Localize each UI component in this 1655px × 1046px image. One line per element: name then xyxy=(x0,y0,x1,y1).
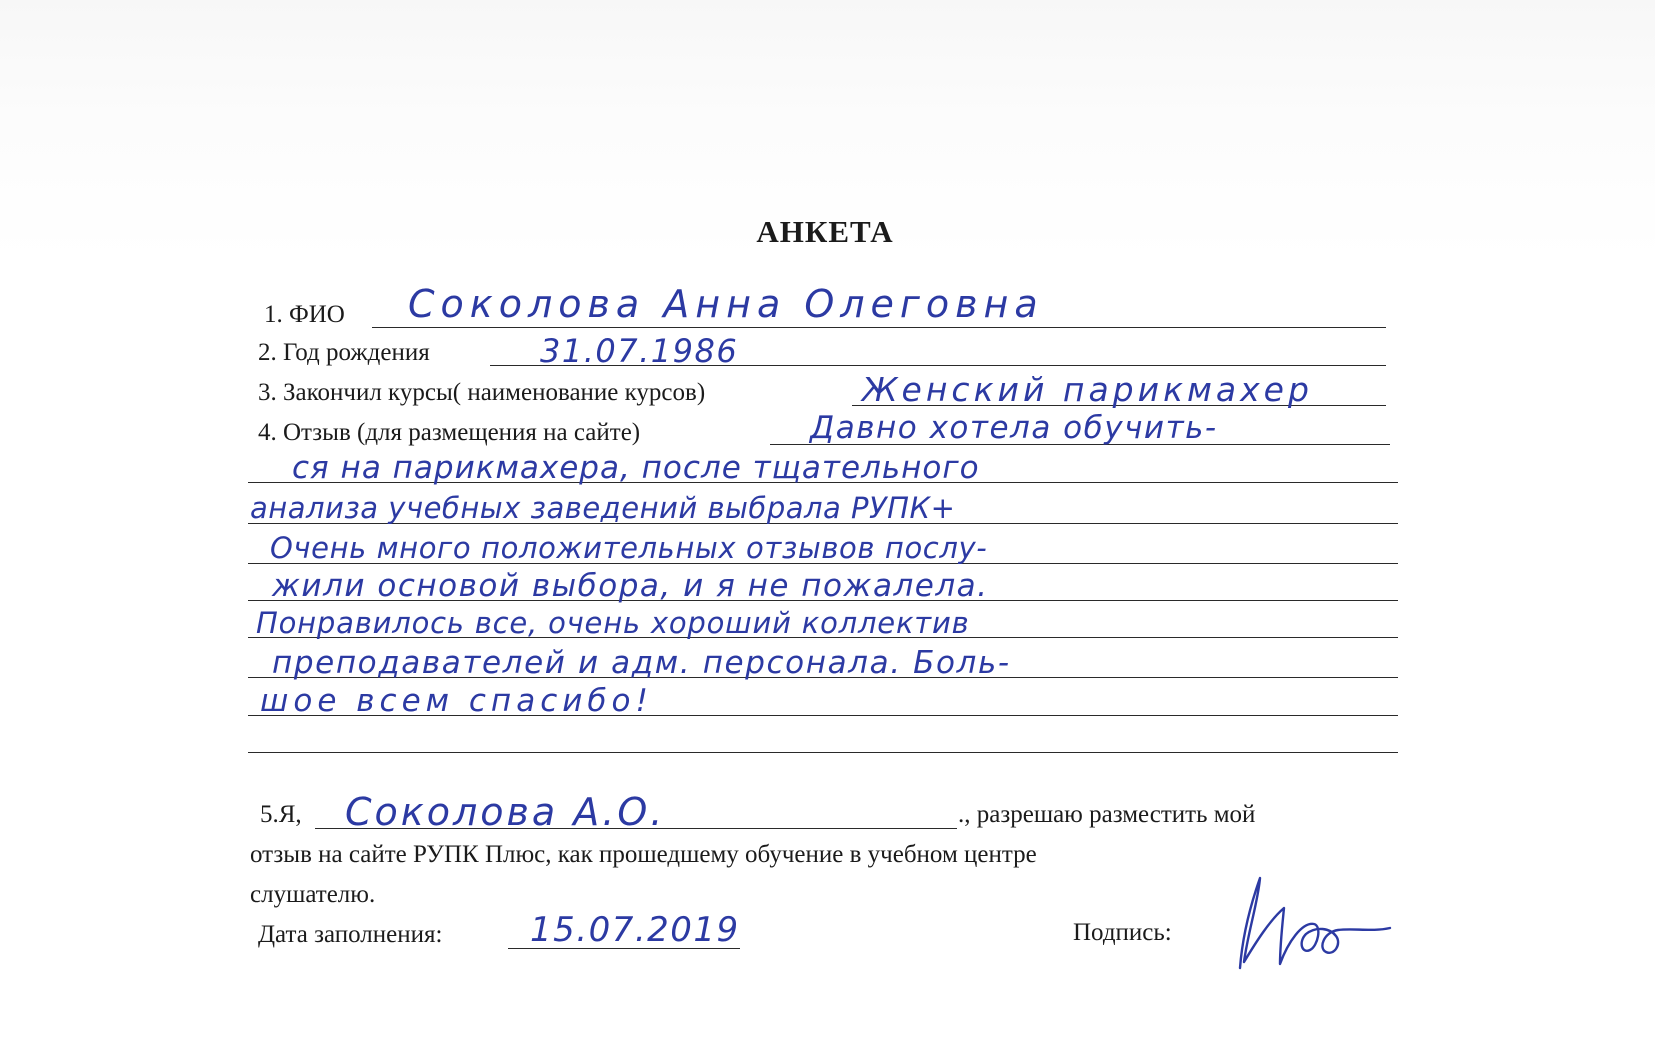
date-value: 15.07.2019 xyxy=(530,910,740,950)
review-text-line: Давно хотела обучить- xyxy=(810,410,1218,446)
consent-name-value: Соколова А.О. xyxy=(345,790,666,834)
birth-label: 2. Год рождения xyxy=(258,339,430,366)
review-text-line: шое всем спасибо! xyxy=(260,683,653,719)
review-line-8 xyxy=(248,752,1398,753)
date-label: Дата заполнения: xyxy=(258,921,443,948)
consent-line3: слушателю. xyxy=(250,881,376,908)
review-label: 4. Отзыв (для размещения на сайте) xyxy=(258,419,641,446)
consent-suffix: ., разрешаю разместить мой xyxy=(958,801,1256,828)
birth-value: 31.07.1986 xyxy=(540,332,739,370)
fio-line xyxy=(372,327,1386,328)
review-text-line: преподавателей и адм. персонала. Боль- xyxy=(272,645,1011,681)
courses-value: Женский парикмахер xyxy=(862,370,1313,409)
review-text-line: Очень много положительных отзывов послу- xyxy=(270,531,988,565)
consent-line2: отзыв на сайте РУПК Плюс, как прошедшему обучение в учебном центре xyxy=(250,841,1037,868)
signature-mark xyxy=(1218,872,1393,977)
review-text-line: Понравилось все, очень хороший коллектив xyxy=(256,606,970,640)
consent-prefix: 5.Я, xyxy=(260,801,302,828)
signature-label: Подпись: xyxy=(1073,919,1172,946)
review-text-line: жили основой выбора, и я не пожалела. xyxy=(272,568,989,604)
document-title: АНКЕТА xyxy=(756,214,894,249)
fio-label: 1. ФИО xyxy=(264,301,345,328)
fio-value: Соколова Анна Олеговна xyxy=(408,282,1044,326)
review-text-line: ся на парикмахера, после тщательного xyxy=(292,450,980,486)
courses-label: 3. Закончил курсы( наименование курсов) xyxy=(258,379,706,406)
review-text-line: анализа учебных заведений выбрала РУПК+ xyxy=(250,491,956,525)
